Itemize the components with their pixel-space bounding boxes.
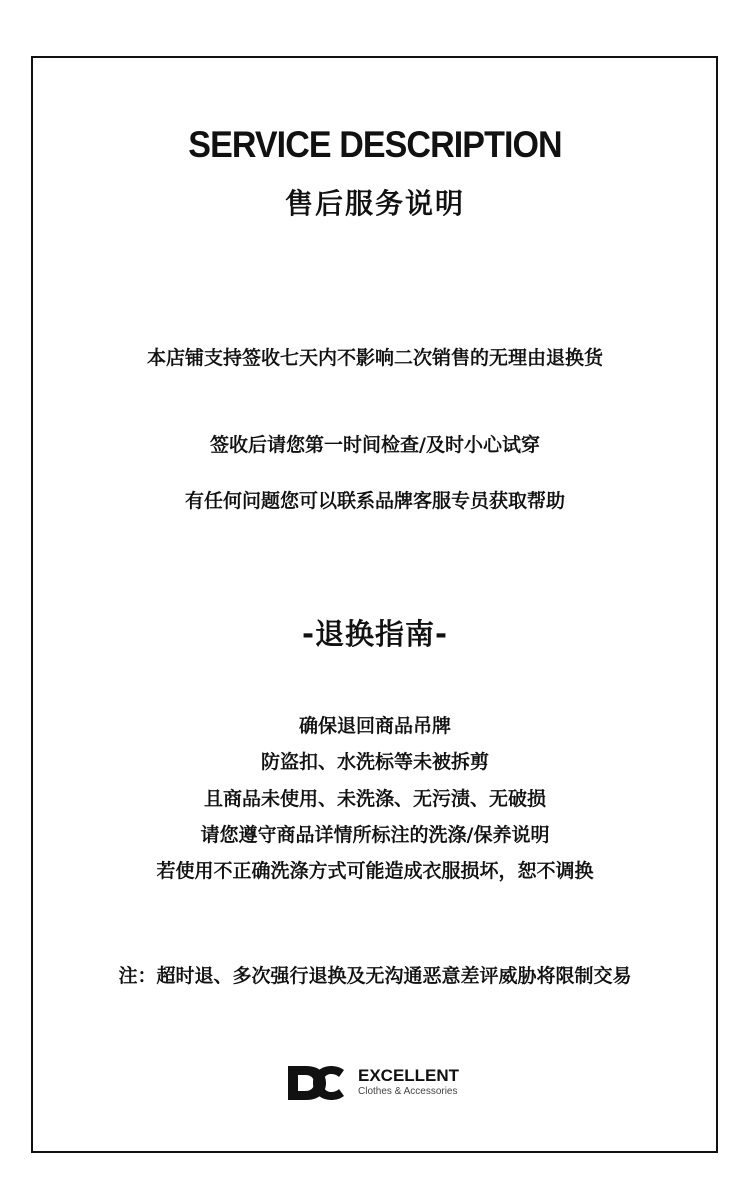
guide-item: 确保退回商品吊牌 [298,715,451,737]
policy-line-contact: 有任何问题您可以联系品牌客服专员获取帮助 [184,490,565,512]
guide-title: -退换指南- [301,617,449,651]
policy-line-return: 本店铺支持签收七天内不影响二次销售的无理由退换货 [146,347,603,369]
guide-item: 若使用不正确洗涤方式可能造成衣服损坏，恕不调换 [156,860,594,882]
policy-line-inspect: 签收后请您第一时间检查/及时小心试穿 [210,434,540,456]
brand-name: EXCELLENT [358,1066,460,1085]
brand-tagline: Clothes & Accessories [358,1086,458,1097]
guide-item: 请您遵守商品详情所标注的洗涤/保养说明 [200,824,550,846]
title-chinese: 售后服务说明 [284,187,465,220]
guide-item: 防盗扣、水洗标等未被拆剪 [260,751,489,773]
brand-logo [286,1064,486,1104]
guide-item: 且商品未使用、未洗涤、无污渍、无破损 [203,788,546,810]
warning-note: 注：超时退、多次强行退换及无沟通恶意差评威胁将限制交易 [118,965,632,987]
dc-monogram-icon [286,1064,346,1102]
title-english: SERVICE DESCRIPTION [188,124,562,165]
